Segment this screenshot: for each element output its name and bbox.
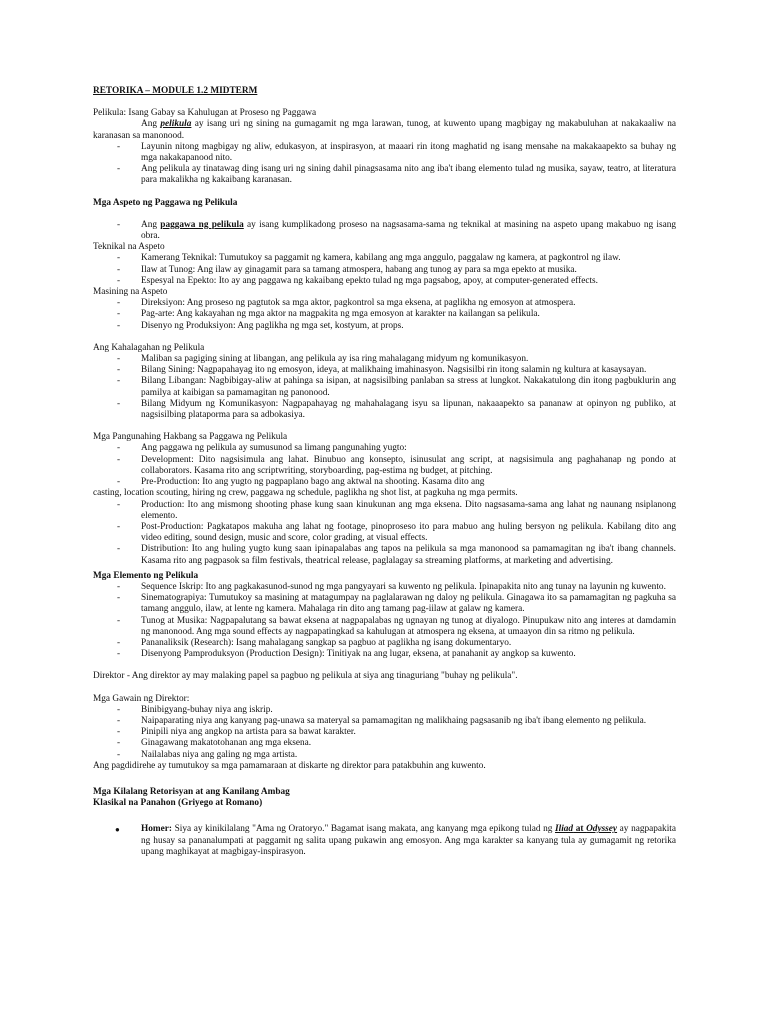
aspeto-lead-pre: Ang — [141, 219, 161, 230]
teknikal-list — [93, 253, 676, 287]
kahalagahan-list — [93, 354, 676, 421]
pelikula-heading: Pelikula: Isang Gabay sa Kahulugan at Proseso ng Paggawa — [93, 108, 317, 119]
hakbang-heading: Mga Pangunahing Hakbang sa Paggawa ng Pelikula — [93, 432, 288, 443]
teknikal-label: Teknikal na Aspeto — [93, 242, 165, 253]
list-item: - Pinipili niya ang angkop na artista para sa bawat karakter. — [93, 727, 676, 738]
document-title — [93, 86, 676, 97]
list-item: - Ginagawang makatotohanan ang mga eksena. — [93, 738, 676, 749]
list-item: - Layunin nitong magbigay ng aliw, edukasyon, at inspirasyon, at maaari rin itong maghatid ng isang mensahe na makakaapekto sa buhay ng mga nakakapanood nito. — [93, 142, 676, 164]
spacer — [93, 809, 676, 824]
pelikula-list — [93, 142, 676, 187]
homer-work-at: at — [573, 824, 587, 835]
list-item: - Bilang Libangan: Nagbibigay-aliw at pahinga sa isipan, at nagsisilbing panlaban sa stress at lungkot. Nakakatulong din itong pagbuklurin ang pamilya at kaibigan sa pamamagitan ng panonood. — [93, 376, 676, 398]
hakbang-continuation: casting, location scouting, hiring ng crew, paggawa ng schedule, paglikha ng shot list, at pagkuha ng mga permits. — [93, 488, 518, 499]
list-item: - Pag-arte: Ang kakayahan ng mga aktor na magpakita ng mga emosyon at karakter na kailangan sa pelikula. — [93, 309, 676, 320]
retorisyan-subheading: Klasikal na Panahon (Griyego at Romano) — [93, 798, 263, 809]
list-item: - Bilang Sining: Nagpapahayag ito ng emosyon, ideya, at malikhaing imahinasyon. Nagsisilbi rin itong salamin ng kultura at kasaysayan. — [93, 365, 676, 376]
spacer — [93, 772, 676, 787]
list-item: - Binibigyang-buhay niya ang iskrip. — [93, 705, 676, 716]
list-item — [93, 824, 676, 858]
title-text: RETORIKA – MODULE 1.2 MIDTERM — [93, 86, 258, 96]
spacer — [93, 332, 676, 343]
list-item: - Sequence Iskrip: Ito ang pagkakasunod-sunod ng mga pangyayari sa kuwento ng pelikula. Ipinapakita nito ang tunay na layunin ng kuwento. — [93, 582, 676, 593]
document-page — [93, 86, 676, 858]
homer-text-pre: Siya ay kinikilalang "Ama ng Oratoryo." Bagamat isang makata, ang kanyang mga epikong tulad ng — [171, 824, 555, 835]
gawain-heading: Mga Gawain ng Direktor: — [93, 693, 190, 704]
aspeto-heading: Mga Aspeto ng Paggawa ng Pelikula — [93, 197, 238, 208]
list-item: - Pananaliksik (Research): Isang mahalagang sangkap sa pagbuo at paglikha ng isang dokumentaryo. — [93, 638, 676, 649]
list-item: - Pre-Production: Ito ang yugto ng pagpaplano bago ang aktwal na shooting. Kasama dito ang — [93, 477, 676, 488]
list-item: - Disenyong Pamproduksyon (Production Design): Tinitiyak na ang lugar, eksena, at panahanit ay angkop sa kuwento. — [93, 649, 676, 660]
list-item: - Direksiyon: Ang proseso ng pagtutok sa mga aktor, pagkontrol sa mga eksena, at paglikha ng emosyon at atmospera. — [93, 298, 676, 309]
hakbang-list-a — [93, 443, 676, 488]
list-item: - Maliban sa pagiging sining at libangan, ang pelikula ay isa ring mahalagang midyum ng komunikasyon. — [93, 354, 676, 365]
spacer — [93, 421, 676, 432]
list-item: - Bilang Midyum ng Komunikasyon: Nagpapahayag ng mahahalagang isyu sa lipunan, nakaaapekto sa pananaw at opinyon ng publiko, at nagsisilbing plataporma para sa adbokasiya. — [93, 399, 676, 421]
list-item: - Naipaparating niya ang kanyang pag-unawa sa materyal sa pamamagitan ng malikhaing pagsasanib ng iba't ibang elemento ng pelikula. — [93, 716, 676, 727]
homer-work-iliad: Iliad — [555, 824, 574, 835]
homer-name: Homer: — [141, 824, 172, 835]
pelikula-intro-post: ay isang uri ng sining na gumagamit ng mga larawan, tunog, at kuwento upang magbigay ng makabuluhan at nakakaaliw na karanasan sa manonood. — [93, 119, 676, 141]
list-item: - Ang pelikula ay tinatawag ding isang uri ng sining dahil pinagsasama nito ang iba't ibang elemento tulad ng musika, sayaw, teatro, at literatura para makalikha ng kakaibang karanasan. — [93, 164, 676, 186]
pelikula-term: pelikula — [160, 119, 192, 130]
pelikula-intro — [93, 119, 676, 141]
spacer — [93, 683, 676, 694]
aspeto-lead-list — [93, 220, 676, 242]
list-item: - Ang paggawa ng pelikula ay sumusunod sa limang pangunahing yugto: — [93, 443, 676, 454]
hakbang-list-b — [93, 500, 676, 567]
homer-text-post: ay nagpapakita ng husay sa pananalumpati at paggamit ng salita upang pukawin ang emosyon. Ang mga karakter sa kanyang tula ay gumagamit ng retorika upang maghikayat at magbigay-inspirasyon. — [141, 824, 676, 857]
spacer — [93, 97, 676, 108]
list-item: - Ilaw at Tunog: Ang ilaw ay ginagamit para sa tamang atmospera, habang ang tunog ay para sa mga epekto at musika. — [93, 265, 676, 276]
list-item: - Production: Ito ang mismong shooting phase kung saan kinukunan ang mga eksena. Dito nagsasama-sama ang lahat ng naunang nsiplanong elemento. — [93, 500, 676, 522]
retorisyan-list — [93, 824, 676, 858]
masining-list — [93, 298, 676, 332]
list-item: - Tunog at Musika: Nagpapalutang sa bawat eksena at nagpapalabas ng ugnayan ng tunog at diyalogo. Pinupukaw nito ang interes at damdamin ng manonood. Ang mga sound effects ay nagpapatingkad sa kahulugan at atmospera ng eksena, at umaayon din sa ritmo ng pelikula. — [93, 616, 676, 638]
pelikula-intro-pre: Ang — [141, 119, 161, 130]
list-item: - Kamerang Teknikal: Tumutukoy sa paggamit ng kamera, kabilang ang mga anggulo, paggalaw ng kamera, at pagkontrol ng ilaw. — [93, 253, 676, 264]
list-item: - Development: Dito nagsisimula ang lahat. Binubuo ang konsepto, isinusulat ang script, at nagsisimula ang paghahanap ng pondo at collaborators. Kasama rito ang scriptwriting, storyboarding, pag-estima ng budget, at pitching. — [93, 455, 676, 477]
aspeto-lead-term: paggawa ng pelikula — [160, 219, 244, 230]
list-item: - Disenyo ng Produksiyon: Ang paglikha ng mga set, kostyum, at props. — [93, 321, 676, 332]
direktor-closing: Ang pagdidirehe ay tumutukoy sa mga pamamaraan at diskarte ng direktor para patakbuhin ang kuwento. — [93, 760, 486, 771]
list-item: - Post-Production: Pagkatapos makuha ang lahat ng footage, pinoproseso ito para mabuo ang huling bersyon ng pelikula. Kabilang dito ang video editing, sound design, music and score, color grading, at visual effects. — [93, 522, 676, 544]
spacer — [93, 187, 676, 198]
elemento-list — [93, 582, 676, 660]
aspeto-lead-post: ay isang kumplikadong proseso na nagsasama-sama ng teknikal at masining na aspeto upang makabuo ng isang obra. — [141, 219, 676, 242]
spacer — [93, 660, 676, 671]
list-item — [93, 220, 676, 242]
elemento-heading: Mga Elemento ng Pelikula — [93, 570, 199, 581]
gawain-list — [93, 705, 676, 761]
list-item: - Nailalabas niya ang galing ng mga artista. — [93, 750, 676, 761]
retorisyan-heading: Mga Kilalang Retorisyan at ang Kanilang Ambag — [93, 786, 290, 797]
spacer — [93, 209, 676, 220]
homer-work-odyssey: Odyssey — [586, 824, 618, 835]
list-item: - Sinematograpiya: Tumutukoy sa masining at matagumpay na paglalarawan ng daloy ng pelikula. Ginagawa ito sa pamamagitan ng pagkuha sa tamang anggulo, ilaw, at lente ng kamera. Mahalaga rin dito ang tamang pag-iilaw at galaw ng kamera. — [93, 593, 676, 615]
masining-label: Masining na Aspeto — [93, 287, 168, 298]
list-item: - Distribution: Ito ang huling yugto kung saan ipinapalabas ang tapos na pelikula sa mga manonood sa pamamagitan ng iba't ibang channels. Kasama rito ang pagpasok sa film festivals, theatrical release, paglalagay sa streaming platforms, at marketing and advertising. — [93, 544, 676, 566]
direktor-definition: Direktor - Ang direktor ay may malaking papel sa pagbuo ng pelikula at siya ang tinaguriang "buhay ng pelikula". — [93, 671, 518, 682]
kahalagahan-heading: Ang Kahalagahan ng Pelikula — [93, 342, 205, 353]
list-item: - Espesyal na Epekto: Ito ay ang paggawa ng kakaibang epekto tulad ng mga pagsabog, apoy, at computer-generated effects. — [93, 276, 676, 287]
